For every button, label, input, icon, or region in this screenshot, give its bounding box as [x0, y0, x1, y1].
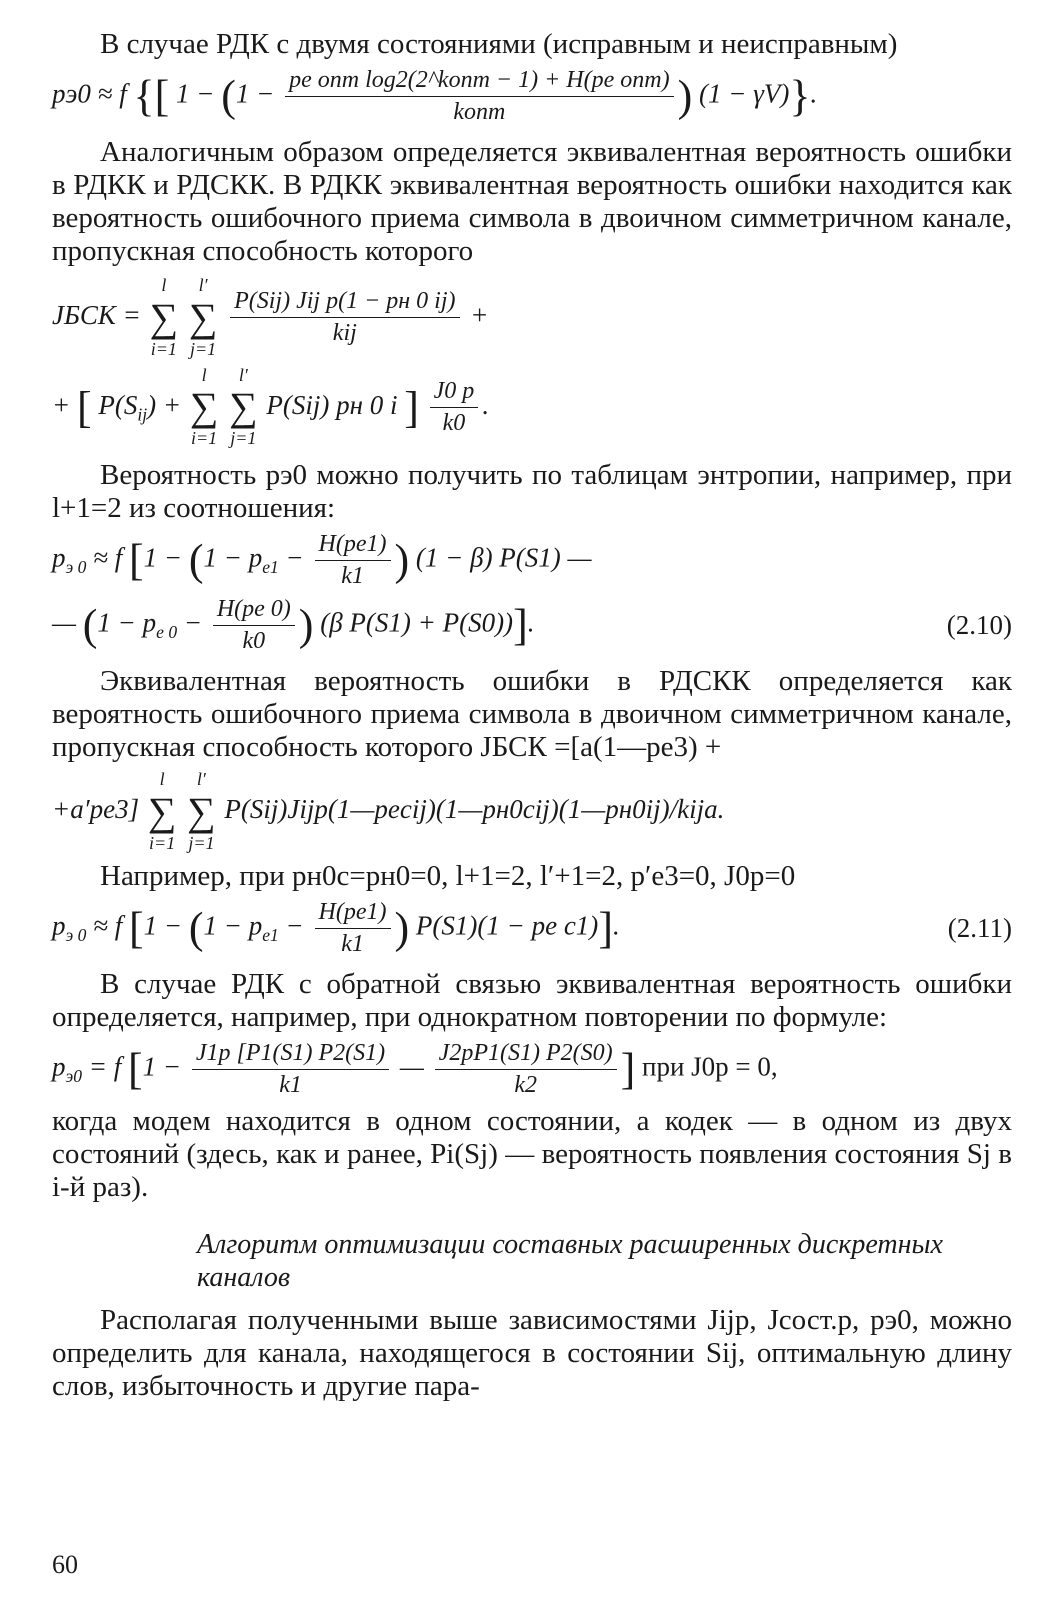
equation-1: pэ0 ≈ f {[ 1 − (1 − $\frac{\text{pe опт log2(2\textasciicircum{}kопт − 1) + H(pe опт)}}{\text{kопт}}$ ) (1 − γV)}. — [52, 67, 818, 125]
eq1-fraction — [285, 67, 673, 126]
equation-3: $p_{э 0} \approx f$ [$1 - (1 - p_{e1}$ − $\frac{H(pe1)}{k1}$ ) (1 − β) P(S1) — — [52, 531, 592, 590]
eq2-lhs: JБСК = — [52, 300, 141, 330]
section-heading: Алгоритм оптимизации составных расширенных дискретных каналов — [197, 1228, 943, 1293]
eq3b-fraction — [213, 596, 295, 655]
equation-5: $p_{э 0} \approx f$ [$1 - (1 - p_{e1}$ − $\frac{H(pe1)}{k1}$ ) P(S1)(1 − pe c1)]. (2.11) — [52, 898, 1012, 957]
paragraph-2: Аналогичным образом определяется эквивалентная вероятность ошибки в РДКК и РДСКК. В РДКК эквивалентная вероятность ошибки находится как вероятность ошибочного приема символа в двоичном симметричном канале, пропускная способность которого — [52, 136, 1012, 267]
eq2b-denominator: k0 — [442, 409, 466, 436]
eq3b-denominator: k0 — [242, 628, 266, 655]
eq6-denominator-2: k2 — [514, 1071, 537, 1098]
paragraph-6: В случае РДК с обратной связью эквивалентная вероятность ошибки определяется, например, при однократном повторении по формуле: — [52, 967, 1012, 1033]
eq2b-fraction — [430, 378, 479, 437]
eq3-tail: (1 − β) P(S1) — — [415, 542, 592, 573]
eq3-numerator: H(pe1) — [315, 531, 391, 561]
eq5-numerator: H(pe1) — [315, 899, 391, 929]
paragraph-5: Например, при pн0с=pн0=0, l+1=2, l′+1=2, p′e3=0, J0р=0 — [100, 859, 796, 892]
eq3b-tail: (β P(S1) + P(S0)) — [320, 607, 514, 638]
equation-2b: + [ $P(S_{ij}) + l$ ∑ i=1 l′ ∑ j=1 P(Sij) pн 0 i ] $\frac{J0 р}{k0}$ . — [52, 364, 490, 449]
eq2b-inner: P(Sij) pн 0 i — [266, 389, 398, 420]
eq1-lhs: pэ0 ≈ f — [52, 78, 127, 109]
equation-4: +a′pe3] l ∑ i=1 l′ ∑ j=1 P(Sij)Jijр(1—pecij)(1—pн0cij)(1—pн0ij)/kija. — [52, 769, 725, 853]
eq5-tail: P(S1)(1 − pe c1) — [415, 910, 599, 941]
page-body — [52, 28, 1012, 1403]
page-number: 60 — [52, 1550, 78, 1579]
eq3-fraction — [315, 531, 391, 590]
equation-number-2-10: (2.10) — [946, 610, 1012, 641]
eq6-denominator-1: k1 — [279, 1071, 302, 1098]
equation-3b: — ($1 - p_{e 0}$ − $\frac{H(pe 0)}{k0}$ ) (β P(S1) + P(S0))]. (2.10) — [52, 596, 1012, 655]
eq4-prefix: +a′pe3] — [52, 794, 140, 825]
paragraph-8: Располагая полученными выше зависимостями Jijр, Jсост.р, pэ0, можно определить для канала, находящегося в состоянии Sij, оптимальную длину слов, избыточность и другие пара- — [52, 1303, 1012, 1402]
eq6-fraction-2 — [435, 1040, 617, 1099]
eq6-tail: при J0р = 0, — [642, 1051, 778, 1082]
eq1-tail: (1 − γV) — [698, 78, 790, 109]
eq4-body: P(Sij)Jijр(1—pecij)(1—pн0cij)(1—pн0ij)/kija. — [224, 794, 725, 825]
eq6-fraction-1 — [192, 1040, 389, 1099]
eq2b-numerator: J0 р — [430, 378, 479, 408]
eq3b-numerator: H(pe 0) — [213, 596, 295, 626]
eq2-numerator: P(Sij) Jij р(1 − pн 0 ij) — [230, 288, 459, 318]
eq6-numerator-2: J2рP1(S1) P2(S0) — [435, 1040, 617, 1070]
eq1-numerator: pe опт log2(2^kопт − 1) + H(pe опт) — [285, 67, 673, 97]
equation-number-2-11: (2.11) — [947, 912, 1012, 943]
paragraph-1: В случае РДК с двумя состояниями (исправным и неисправным) — [100, 28, 898, 60]
paragraph-7: когда модем находится в одном состоянии, а кодек — в одном из двух состояний (здесь, как и ранее, Pi(Sj) — вероятность появления состояния Sj в i-й раз). — [52, 1104, 1012, 1203]
eq2-denominator: kij — [332, 320, 357, 347]
eq3-denominator: k1 — [341, 563, 364, 590]
eq2-fraction — [230, 288, 459, 347]
eq6-numerator-1: J1р [P1(S1) P2(S1) — [192, 1040, 389, 1070]
eq5-denominator: k1 — [341, 930, 364, 957]
equation-6: $p_{э0} = f$ [1 − $\frac{J1р [P1(S1) P2(S1)}{k1}$ — $\frac{J2рP1(S1) P2(S0)}{k2}$ ] при J0р = 0, — [52, 1039, 778, 1098]
paragraph-4: Эквивалентная вероятность ошибки в РДСКК определяется как вероятность ошибочного приема символа в двоичном симметричном канале, пропускная способность которого JБСК =[a(1—pe3) + — [52, 665, 1012, 764]
equation-2: JБСК = l ∑ i=1 l′ ∑ j=1 $\frac{\text{P(Sij) Jij р(1 − pн 0 ij)}}{\text{kij}}$ + — [52, 275, 489, 359]
eq1-denominator: kопт — [453, 99, 506, 125]
paragraph-3: Вероятность pэ0 можно получить по таблицам энтропии, например, при l+1=2 из соотношения: — [52, 459, 1012, 525]
eq5-fraction — [315, 899, 391, 958]
